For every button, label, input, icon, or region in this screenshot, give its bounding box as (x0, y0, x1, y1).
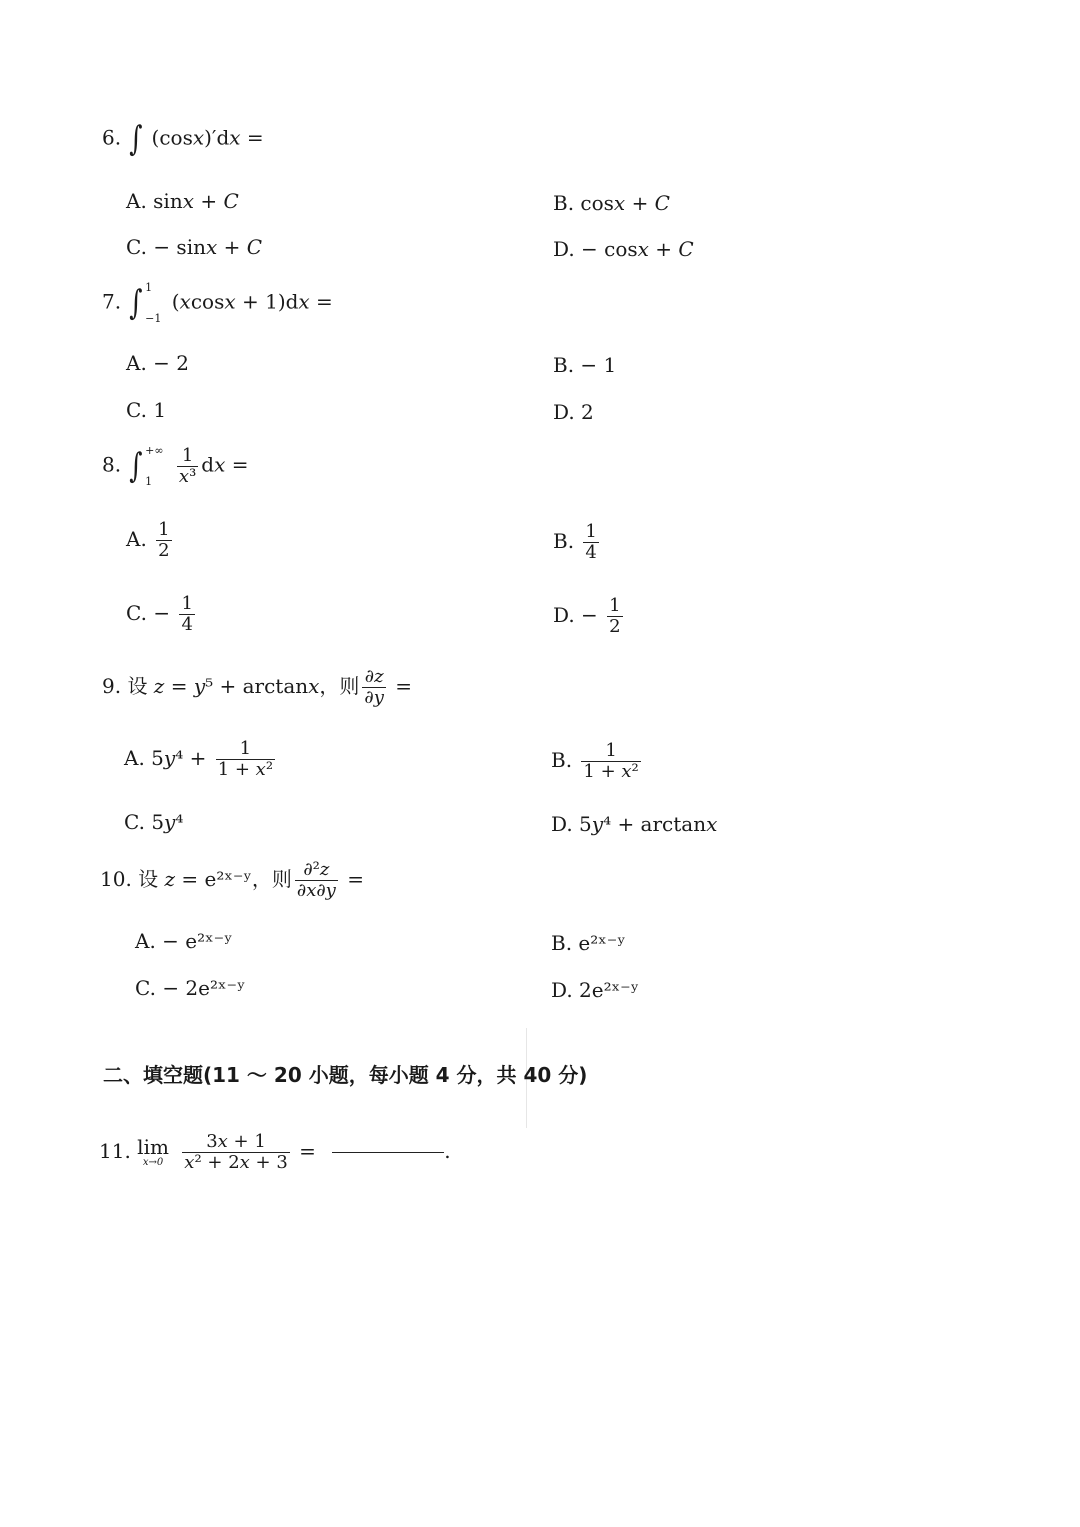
option-label: C. (126, 601, 147, 625)
q6-option-c[interactable] (126, 237, 262, 257)
option-label: B. (551, 748, 573, 772)
question-number: 8. (102, 452, 122, 477)
question-number: 7. (102, 289, 122, 314)
denominator: 𝑥³ (178, 465, 197, 487)
numerator: 1 (609, 595, 621, 616)
question-prefix: 设 𝑧 = e²ˣ⁻ʸ，则 (138, 867, 292, 891)
option-label: B. (553, 191, 575, 215)
integral-limits (145, 445, 163, 487)
option-text: − e²ˣ⁻ʸ (162, 929, 233, 953)
question-number: 11. (99, 1139, 131, 1163)
integral-sign: ∫ (129, 119, 143, 159)
option-fraction (179, 594, 194, 635)
question-expression: (𝑥cos𝑥 + 1)d𝑥 = (171, 289, 333, 314)
option-label: A. (135, 929, 156, 953)
denominator: 1 + 𝑥² (217, 759, 274, 780)
q9-option-b[interactable] (551, 741, 644, 782)
question-10 (100, 860, 364, 901)
answer-blank[interactable] (332, 1152, 444, 1153)
option-label: D. (553, 400, 575, 424)
option-label: B. (553, 529, 575, 553)
option-text: − cos𝑥 + 𝐶 (581, 237, 694, 261)
denominator: 𝑥² + 2𝑥 + 3 (184, 1152, 288, 1173)
option-label: B. (551, 931, 573, 955)
question-expression: d𝑥 = (201, 452, 249, 477)
numerator: ∂²𝑧 (303, 859, 330, 880)
denominator: ∂𝑥∂𝑦 (296, 880, 336, 901)
denominator: 4 (181, 614, 193, 635)
numerator: ∂𝑧 (364, 666, 384, 687)
q7-option-c[interactable] (126, 400, 166, 420)
question-9 (102, 667, 412, 708)
option-text: 1 (153, 398, 167, 422)
option-label: C. (124, 810, 145, 834)
question-number: 6. (102, 125, 122, 150)
q7-option-d[interactable] (553, 402, 594, 422)
option-fraction (607, 596, 622, 637)
lower-limit: −1 (145, 312, 162, 325)
option-text: cos𝑥 + 𝐶 (580, 191, 670, 215)
q8-option-d[interactable] (553, 596, 626, 637)
question-6 (102, 119, 264, 159)
option-text: − 2 (153, 351, 190, 375)
question-number: 9. (102, 674, 122, 698)
section-heading: 二、填空题(11 ～ 20 小题，每小题 4 分，共 40 分) (103, 1063, 588, 1087)
q9-option-d[interactable] (551, 814, 717, 834)
option-fraction (581, 741, 640, 782)
limit-word: lim (137, 1134, 169, 1159)
question-number: 10. (100, 867, 132, 891)
question-11 (99, 1132, 451, 1173)
q10-option-c[interactable] (135, 978, 246, 998)
q6-option-a[interactable] (126, 191, 239, 211)
option-label: D. (551, 812, 573, 836)
option-sign: − (581, 603, 598, 627)
numerator: 1 (181, 444, 194, 466)
option-text: 2 (581, 400, 594, 424)
lower-limit: 1 (145, 475, 153, 488)
numerator: 1 (605, 740, 617, 761)
q8-option-b[interactable] (553, 522, 602, 563)
q7-option-b[interactable] (553, 355, 616, 375)
option-fraction (156, 520, 171, 561)
numerator: 1 (181, 593, 193, 614)
q7-option-a[interactable] (126, 353, 189, 373)
q9-option-c[interactable] (124, 812, 183, 832)
option-label: A. (124, 746, 145, 770)
q8-option-a[interactable] (126, 520, 175, 561)
option-label: C. (126, 235, 147, 259)
q6-option-d[interactable] (553, 239, 694, 259)
q10-option-d[interactable] (551, 980, 639, 1000)
option-text: 2e²ˣ⁻ʸ (579, 978, 640, 1002)
option-sign: − (153, 601, 171, 625)
option-text: − 2e²ˣ⁻ʸ (162, 976, 246, 1000)
option-fraction (216, 739, 275, 780)
question-expression: (cos𝑥)′d𝑥 = (151, 125, 264, 150)
denominator: 2 (609, 616, 621, 637)
numerator: 3𝑥 + 1 (206, 1131, 266, 1152)
option-text: 5𝑦⁴ + arctan𝑥 (579, 812, 718, 836)
option-fraction (583, 522, 598, 563)
equals-sign: = (299, 1139, 316, 1163)
integral-sign: ∫ (129, 283, 143, 323)
question-7 (102, 282, 333, 324)
option-label: B. (553, 353, 575, 377)
option-text: 5𝑦⁴ + (151, 746, 207, 770)
numerator: 1 (239, 738, 252, 759)
q10-option-a[interactable] (135, 931, 233, 951)
limit-subscript: 𝑥→0 (142, 1156, 164, 1168)
denominator: 4 (585, 542, 597, 563)
upper-limit: 1 (145, 281, 153, 294)
integrand-fraction (177, 446, 198, 487)
period: . (444, 1139, 451, 1163)
option-label: A. (126, 527, 147, 551)
integral-sign: ∫ (129, 446, 143, 486)
partial-derivative-fraction (295, 860, 338, 901)
q10-option-b[interactable] (551, 933, 626, 953)
option-label: D. (553, 603, 575, 627)
limit-operator (137, 1134, 169, 1169)
denominator: 2 (158, 540, 170, 561)
numerator: 1 (158, 519, 170, 540)
q8-option-c[interactable] (126, 594, 198, 635)
option-text: − sin𝑥 + 𝐶 (153, 235, 263, 259)
limit-fraction (182, 1132, 289, 1173)
option-label: C. (135, 976, 156, 1000)
option-text: sin𝑥 + 𝐶 (153, 189, 239, 213)
option-label: A. (126, 189, 147, 213)
q6-option-b[interactable] (553, 193, 670, 213)
option-label: D. (553, 237, 575, 261)
option-text: e²ˣ⁻ʸ (578, 931, 626, 955)
upper-limit: +∞ (145, 444, 164, 457)
option-label: A. (126, 351, 147, 375)
question-prefix: 设 𝑧 = 𝑦⁵ + arctan𝑥，则 (127, 674, 360, 698)
denominator: 1 + 𝑥² (583, 761, 639, 782)
option-text: 5𝑦⁴ (151, 810, 184, 834)
integral-limits (145, 282, 161, 324)
option-text: − 1 (580, 353, 617, 377)
question-8 (102, 445, 249, 487)
question-expression: = (347, 867, 364, 891)
denominator: ∂𝑦 (364, 687, 384, 708)
numerator: 1 (585, 521, 597, 542)
option-label: D. (551, 978, 573, 1002)
q9-option-a[interactable] (124, 739, 278, 780)
option-label: C. (126, 398, 147, 422)
question-expression: = (395, 674, 413, 698)
partial-derivative-fraction (362, 667, 385, 708)
